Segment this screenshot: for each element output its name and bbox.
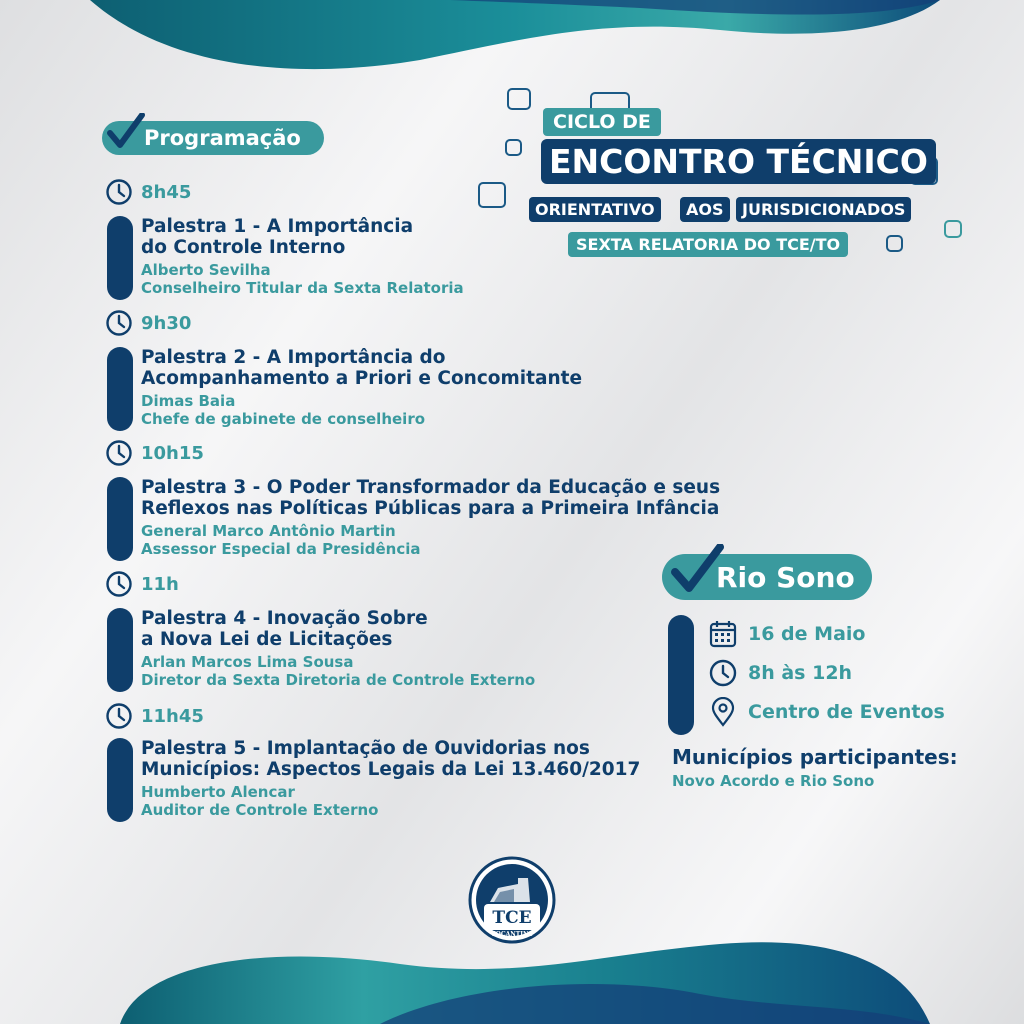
- event-place: Centro de Eventos: [748, 701, 945, 723]
- talk-role: Auditor de Controle Externo: [141, 801, 379, 819]
- calendar-icon: [708, 619, 738, 649]
- location-pin-icon: [708, 697, 738, 727]
- time-slot: [105, 570, 179, 598]
- talk-speaker: Alberto Sevilha: [141, 261, 271, 279]
- talk-bar: [107, 738, 133, 822]
- time-label: 9h30: [141, 312, 192, 334]
- time-slot: [105, 309, 191, 337]
- talk-title-line1: Palestra 1 - A Importância: [141, 216, 414, 237]
- event-info: [668, 615, 968, 735]
- decor-square: [505, 139, 522, 156]
- info-bar: [668, 615, 694, 735]
- time-slot: [105, 702, 204, 730]
- decor-square: [886, 235, 903, 252]
- title-jurisdicionados: JURISDICIONADOS: [736, 197, 911, 222]
- talk-title-line1: Palestra 4 - Inovação Sobre: [141, 608, 428, 629]
- local-title: Rio Sono: [716, 560, 855, 594]
- clock-icon: [708, 658, 738, 688]
- info-date: [708, 619, 865, 649]
- event-hours: 8h às 12h: [748, 662, 853, 684]
- talk-bar: [107, 347, 133, 431]
- talk-speaker: Dimas Baia: [141, 392, 236, 410]
- clock-icon: [105, 439, 133, 467]
- talk-speaker: General Marco Antônio Martin: [141, 522, 396, 540]
- title-relatoria: SEXTA RELATORIA DO TCE/TO: [568, 232, 848, 257]
- time-slot: [105, 178, 191, 206]
- title-aos: AOS: [680, 197, 730, 222]
- talk-title-line1: Palestra 2 - A Importância do: [141, 347, 446, 368]
- check-icon: [106, 113, 146, 151]
- talk-bar: [107, 216, 133, 300]
- talk-title-line2: a Nova Lei de Licitações: [141, 629, 393, 650]
- talk-bar: [107, 477, 133, 561]
- title-encontro: ENCONTRO TÉCNICO: [541, 139, 936, 184]
- talk-role: Diretor da Sexta Diretoria de Controle Externo: [141, 671, 536, 689]
- time-label: 11h: [141, 573, 179, 595]
- talk-role: Conselheiro Titular da Sexta Relatoria: [141, 279, 464, 297]
- time-slot: [105, 439, 204, 467]
- check-icon: [670, 544, 724, 596]
- time-label: 8h45: [141, 181, 192, 203]
- talk-title-line2: Reflexos nas Políticas Públicas para a Primeira Infância: [141, 498, 720, 519]
- programacao-title: Programação: [144, 126, 301, 150]
- logo-sub: TOCANTINS: [491, 931, 533, 938]
- talk-title-line2: do Controle Interno: [141, 237, 346, 258]
- event-date: 16 de Maio: [748, 623, 866, 645]
- clock-icon: [105, 702, 133, 730]
- clock-icon: [105, 309, 133, 337]
- decor-square: [507, 88, 531, 110]
- time-label: 11h45: [141, 705, 204, 727]
- talk-role: Assessor Especial da Presidência: [141, 540, 421, 558]
- clock-icon: [105, 570, 133, 598]
- talk-speaker: Arlan Marcos Lima Sousa: [141, 653, 354, 671]
- logo-name: TCE: [492, 908, 532, 928]
- time-label: 10h15: [141, 442, 204, 464]
- talk-title-line1: Palestra 5 - Implantação de Ouvidorias nos: [141, 738, 590, 759]
- talk-title-line1: Palestra 3 - O Poder Transformador da Educação e seus: [141, 477, 721, 498]
- clock-icon: [105, 178, 133, 206]
- decor-square: [944, 220, 962, 238]
- title-orientativo: ORIENTATIVO: [529, 197, 661, 222]
- local-header: [662, 554, 872, 600]
- decor-square: [478, 182, 506, 208]
- talk-bar: [107, 608, 133, 692]
- programacao-header: [102, 121, 324, 155]
- talk-speaker: Humberto Alencar: [141, 783, 295, 801]
- talk-role: Chefe de gabinete de conselheiro: [141, 410, 426, 428]
- talk-title-line2: Municípios: Aspectos Legais da Lei 13.460/2017: [141, 759, 641, 780]
- municipios-title: Municípios participantes:: [672, 745, 958, 769]
- title-ciclo: CICLO DE: [543, 108, 661, 136]
- tce-logo: [468, 856, 556, 944]
- info-hours: [708, 658, 852, 688]
- info-place: [708, 697, 945, 727]
- municipios-list: Novo Acordo e Rio Sono: [672, 772, 875, 790]
- talk-title-line2: Acompanhamento a Priori e Concomitante: [141, 368, 583, 389]
